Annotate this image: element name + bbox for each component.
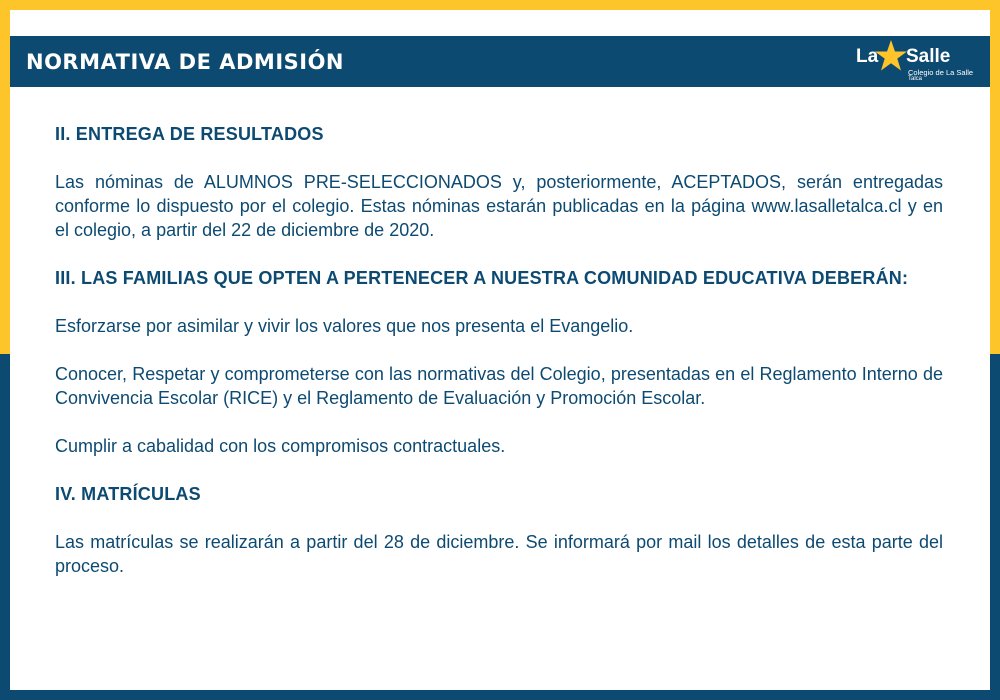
- paragraph-evangelio: Esforzarse por asimilar y vivir los valores que nos presenta el Evangelio.: [55, 316, 634, 336]
- section-heading-familias: III. LAS FAMILIAS QUE OPTEN A PERTENECER A NUESTRA COMUNIDAD EDUCATIVA DEBERÁN:: [55, 268, 909, 288]
- logo-word-la: La: [856, 46, 879, 67]
- star-icon: [874, 39, 908, 73]
- header-bar: [10, 36, 990, 87]
- paragraph-matriculas: Las matrículas se realizarán a partir del 28 de diciembre. Se informará por mail los detalles de esta parte del proceso.: [55, 532, 943, 576]
- paragraph-nominas: Las nóminas de ALUMNOS PRE-SELECCIONADOS y, posteriormente, ACEPTADOS, serán entregadas conforme lo dispuesto por el colegio. Estas nóminas estarán publicadas en la página www.lasalletalca.cl y en el colegio, a partir del 22 de diciembre de 2020.: [55, 172, 943, 240]
- logo-subtitle: Colegio de La Salle: [908, 68, 974, 77]
- logo-word-salle: Salle: [906, 46, 951, 67]
- page-title: NORMATIVA DE ADMISIÓN: [26, 50, 344, 74]
- la-salle-logo: [856, 39, 974, 85]
- paragraph-normativas: Conocer, Respetar y comprometerse con las normativas del Colegio, presentadas en el Reglamento Interno de Convivencia Escolar (RICE) y el Reglamento de Evaluación y Promoción Escolar.: [55, 364, 943, 408]
- document-card: [10, 10, 990, 690]
- paragraph-compromisos: Cumplir a cabalidad con los compromisos contractuales.: [55, 436, 506, 456]
- section-heading-matriculas: IV. MATRÍCULAS: [55, 484, 201, 504]
- document-content: [55, 122, 943, 578]
- logo-city: Talca: [908, 76, 923, 82]
- section-heading-resultados: II. ENTREGA DE RESULTADOS: [55, 124, 324, 144]
